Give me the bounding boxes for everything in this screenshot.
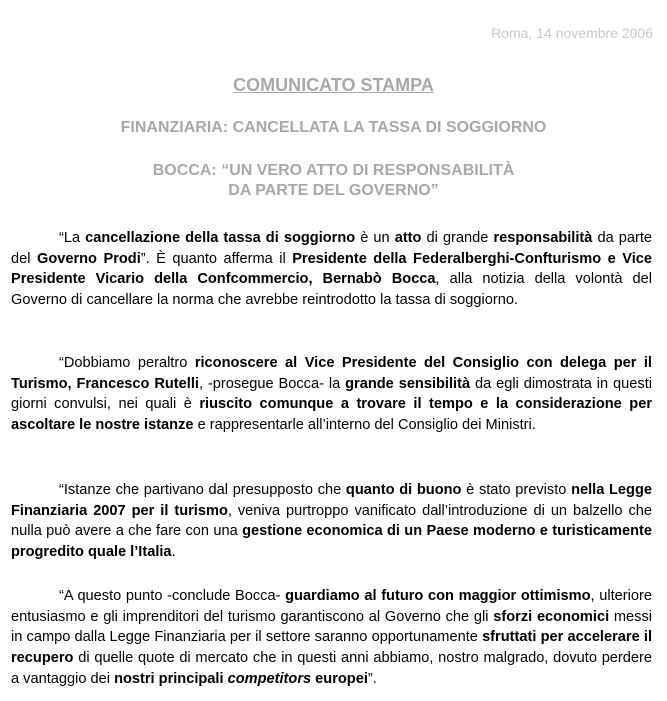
quote-heading — [0, 161, 667, 201]
quote-heading-line-2: DA PARTE DEL GOVERNO” — [228, 182, 439, 199]
bold-text-run: atto — [394, 230, 422, 246]
bold-text-run: gestione economica di un Paese moderno e turisticamente progredito quale l’Italia — [11, 523, 652, 561]
text-run: è un — [355, 230, 395, 246]
bold-text-run: grande sensibilità — [345, 375, 471, 392]
bold-text-run: cancellazione della tassa di soggiorno — [85, 230, 356, 246]
bold-text-run: responsabilità — [493, 230, 593, 246]
text-run: di quelle quote di mercato che in questi anni abbiamo, nostro malgrado, dovuto perdere a vantaggio dei — [11, 650, 652, 687]
dateline: Roma, 14 novembre 2006 — [491, 25, 653, 41]
body-paragraph-2 — [11, 353, 652, 436]
body-paragraph-4 — [11, 586, 652, 690]
bold-text-run: Presidente della Federalberghi-Confturismo e Vice Presidente Vicario della Confcommercio, Bernabò Bocca — [11, 250, 652, 288]
text-run: , veniva purtroppo vanificato dall’introduzione di un balzello che nulla può avere a che fare con una — [11, 502, 652, 540]
bold-text-run: nella Legge Finanziaria 2007 per il turismo — [11, 482, 652, 519]
bold-text-run: riconoscere al Vice Presidente del Consiglio con delega per il Turismo, Francesco Rutelli — [11, 355, 652, 392]
bold-text-run: riuscito comunque a trovare il tempo e la considerazione per ascoltare le nostre istanze — [11, 396, 652, 434]
bold-text-run: guardiamo al futuro con maggior ottimismo — [285, 588, 591, 604]
document-subtitle: FINANZIARIA: CANCELLATA LA TASSA DI SOGGIORNO — [120, 119, 547, 136]
text-run: “A questo punto -conclude Bocca- — [59, 588, 286, 604]
text-run: “Dobbiamo peraltro — [59, 355, 195, 371]
text-run: , ulteriore entusiasmo e gli imprenditori del turismo garantiscono al Governo che gli — [11, 588, 652, 625]
text-run: è stato previsto — [461, 482, 572, 498]
bold-text-run: europei — [311, 670, 368, 687]
text-run: “Istanze che partivano dal presupposto che — [59, 482, 346, 498]
bold-text-run: competitors — [227, 670, 312, 687]
text-run: messi in campo dalla Legge Finanziaria per il settore saranno opportunamente — [11, 608, 652, 646]
bold-text-run: Governo Prodi — [36, 250, 141, 267]
text-run: . — [171, 544, 176, 561]
text-run: , alla notizia della volontà del Governo di cancellare la norma che avrebbe reintrodotto la tassa di soggiorno. — [11, 271, 652, 309]
body-paragraph-1 — [11, 228, 652, 311]
bold-text-run: quanto di buono — [345, 482, 462, 498]
text-run: da egli dimostrata in questi giorni convulsi, nei quali è — [11, 375, 652, 413]
quote-heading-line-1: BOCCA: “UN VERO ATTO DI RESPONSABILITÀ — [152, 162, 515, 179]
text-run: ”. — [367, 670, 377, 687]
text-run: , -prosegue Bocca- la — [198, 375, 346, 392]
bold-text-run: sforzi economici — [493, 608, 610, 625]
bold-text-run: sfruttati per accelerare il recupero — [11, 629, 652, 667]
text-run: “La — [59, 230, 86, 246]
body-paragraph-3 — [11, 480, 652, 563]
text-run: e rappresentarle all’interno del Consiglio dei Ministri. — [193, 417, 536, 434]
document-title: COMUNICATO STAMPA — [233, 75, 434, 95]
text-run: da parte del — [11, 230, 652, 267]
bold-text-run: nostri principali — [114, 670, 228, 687]
text-run: ”. È quanto afferma il — [140, 250, 293, 267]
text-run: di grande — [421, 230, 494, 246]
